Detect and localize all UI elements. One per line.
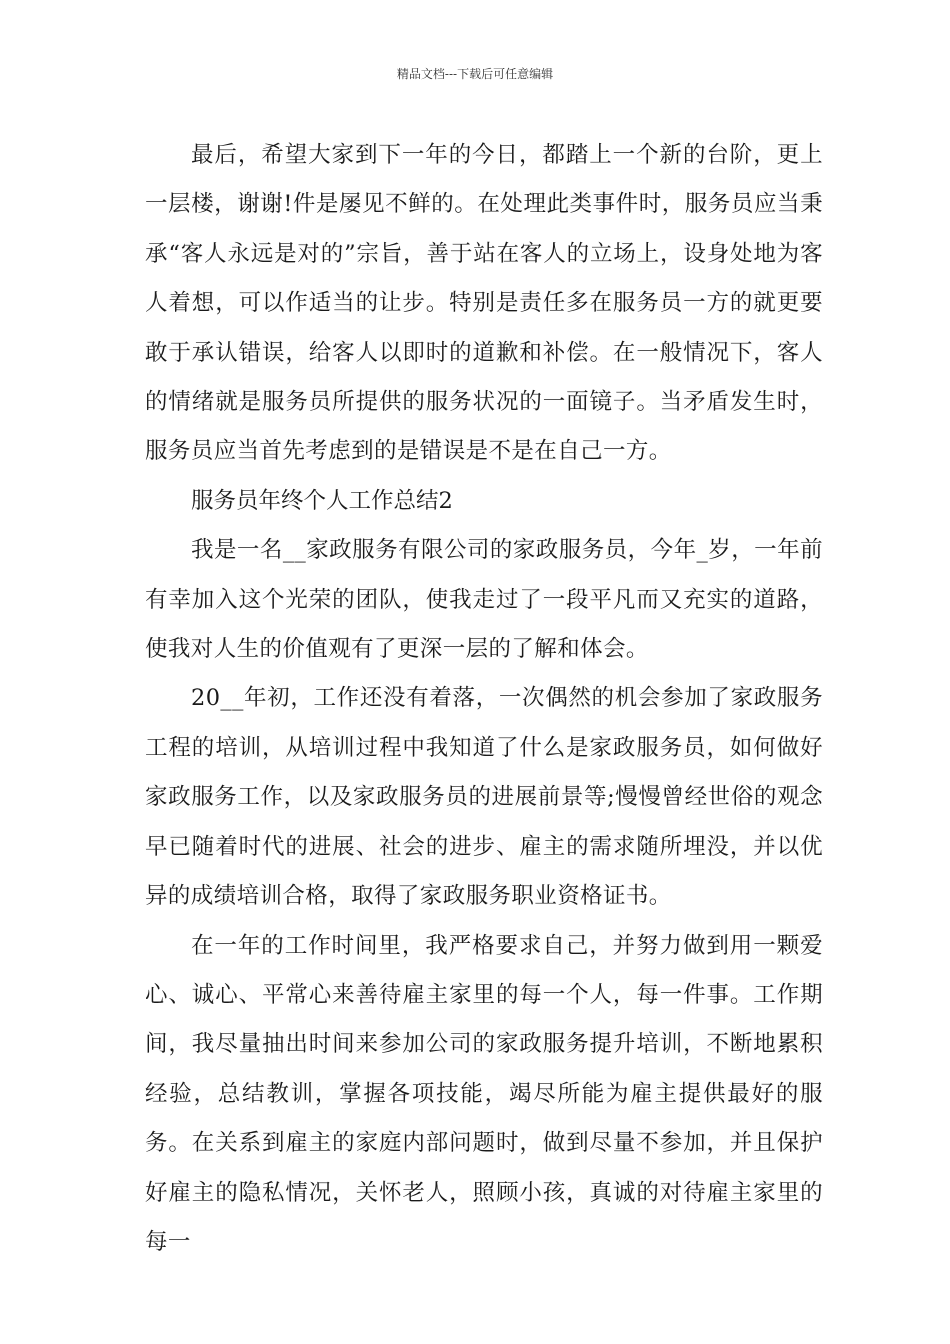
section-heading: 服务员年终个人工作总结2 (191, 487, 453, 514)
paragraph-intro: 我是一名__家政服务有限公司的家政服务员，今年_岁，一年前有幸加入这个光荣的团队，使我走过了一段平凡而又充实的道路，使我对人生的价值观有了更深一层的了解和体会。 (145, 537, 823, 663)
page-header: 精品文档---下载后可任意编辑 (396, 67, 554, 81)
paragraph-training: 20__年初，工作还没有着落，一次偶然的机会参加了家政服务工程的培训，从培训过程中我知道了什么是家政服务员，如何做好家政服务工作，以及家政服务员的进展前景等;慢慢曾经世俗的观念早已随着时代的进展、社会的进步、雇主的需求随所埋没，并以优异的成绩培训合格，取得了家政服务职业资格证书。 (145, 685, 823, 910)
paragraph-work: 在一年的工作时间里，我严格要求自己，并努力做到用一颗爱心、诚心、平常心来善待雇主家里的每一个人，每一件事。工作期间，我尽量抽出时间来参加公司的家政服务提升培训，不断地累积经验，总结教训，掌握各项技能，竭尽所能为雇主提供最好的服务。在关系到雇主的家庭内部问题时，做到尽量不参加，并且保护好雇主的隐私情况，关怀老人，照顾小孩，真诚的对待雇主家里的每一 (145, 932, 823, 1255)
document-body (145, 131, 823, 1267)
paragraph-closing: 最后，希望大家到下一年的今日，都踏上一个新的台阶，更上一层楼，谢谢!件是屡见不鲜的。在处理此类事件时，服务员应当秉承“客人永远是对的”宗旨，善于站在客人的立场上，设身处地为客人着想，可以作适当的让步。特别是责任多在服务员一方的就更要敢于承认错误，给客人以即时的道歉和补偿。在一般情况下，客人的情绪就是服务员所提供的服务状况的一面镜子。当矛盾发生时，服务员应当首先考虑到的是错误是不是在自己一方。 (145, 142, 823, 465)
